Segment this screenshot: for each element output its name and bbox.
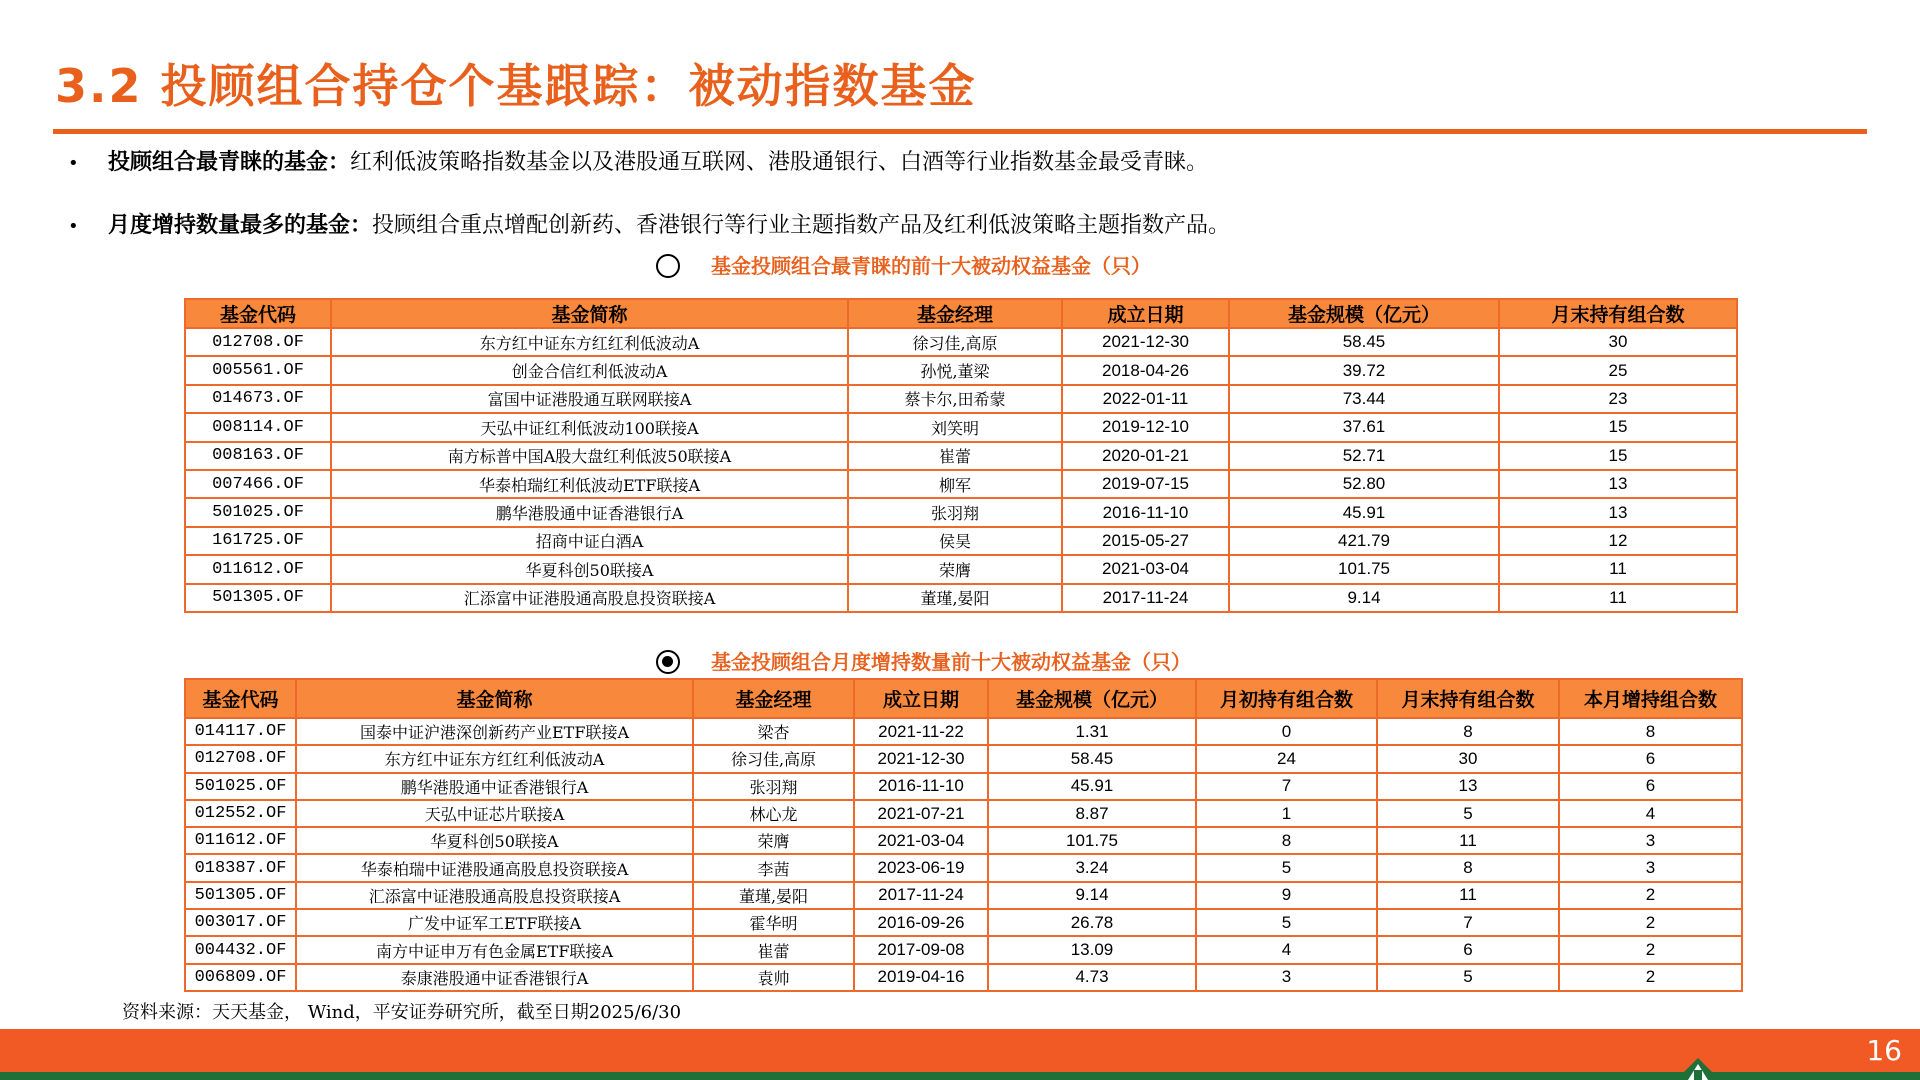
table-cell: 13 [1499,498,1737,526]
table-cell: 5 [1196,909,1377,936]
table-cell: 富国中证港股通互联网联接A [331,385,848,413]
table-cell: 2023-06-19 [854,854,988,881]
footer-bar [0,1029,1920,1073]
table-cell: 张羽翔 [848,498,1062,526]
table-cell: 45.91 [1229,498,1499,526]
table-row [185,882,1742,909]
page-number: 16 [1866,1034,1902,1067]
table-cell: 汇添富中证港股通高股息投资联接A [296,882,693,909]
col-header-date: 成立日期 [854,679,988,718]
table-row [185,498,1737,526]
bullet-lead: 投顾组合最青睐的基金： [108,149,351,175]
table-row [185,854,1742,881]
table-cell: 4.73 [988,964,1196,991]
table-cell: 袁帅 [693,964,854,991]
table-cell: 26.78 [988,909,1196,936]
table-cell: 15 [1499,442,1737,470]
table-cell: 4 [1196,936,1377,963]
table-cell: 011612.OF [185,555,331,583]
table-cell: 501305.OF [185,584,331,612]
table-cell: 徐习佳,高原 [848,328,1062,356]
table-cell: 58.45 [1229,328,1499,356]
table-cell: 501025.OF [185,498,331,526]
table-cell: 8 [1377,854,1559,881]
table-cell: 2021-03-04 [854,827,988,854]
col-header-code: 基金代码 [185,679,296,718]
table-cell: 李茜 [693,854,854,881]
table-cell: 华泰柏瑞红利低波动ETF联接A [331,470,848,498]
table-cell: 018387.OF [185,854,296,881]
table-cell: 柳军 [848,470,1062,498]
table-cell: 2018-04-26 [1062,356,1229,384]
table-cell: 37.61 [1229,413,1499,441]
table-cell: 华泰柏瑞中证港股通高股息投资联接A [296,854,693,881]
table-cell: 003017.OF [185,909,296,936]
table-cell: 9.14 [1229,584,1499,612]
table-row [185,773,1742,800]
table-cell: 2021-11-22 [854,718,988,745]
title-divider [53,129,1867,134]
table-cell: 6 [1377,936,1559,963]
table-cell: 008163.OF [185,442,331,470]
table-cell: 13.09 [988,936,1196,963]
table-cell: 5 [1377,964,1559,991]
table-cell: 广发中证军工ETF联接A [296,909,693,936]
bullet-dot-icon: • [68,216,79,237]
table-row [185,827,1742,854]
bullet-text: 投顾组合重点增配创新药、香港银行等行业主题指数产品及红利低波策略主题指数产品。 [372,213,1231,238]
table-cell: 林心龙 [693,800,854,827]
table-cell: 11 [1377,882,1559,909]
table-row [185,555,1737,583]
table-row [185,745,1742,772]
footer-green-line [0,1072,1920,1080]
table-cell: 11 [1499,555,1737,583]
table-cell: 2017-09-08 [854,936,988,963]
table-cell: 2017-11-24 [1062,584,1229,612]
table-header-row [185,299,1737,328]
radio-empty-icon [656,254,680,278]
table-cell: 7 [1196,773,1377,800]
table-cell: 2021-03-04 [1062,555,1229,583]
table2-caption: 基金投顾组合月度增持数量前十大被动权益基金（只） [711,650,1191,674]
table-cell: 天弘中证芯片联接A [296,800,693,827]
col-header-date: 成立日期 [1062,299,1229,328]
table-cell: 9 [1196,882,1377,909]
page-title: 3.2 投顾组合持仓个基跟踪：被动指数基金 [55,59,977,113]
table-cell: 3 [1196,964,1377,991]
table-cell: 2019-04-16 [854,964,988,991]
table-cell: 8 [1377,718,1559,745]
table-cell: 8 [1559,718,1742,745]
col-header-increase: 本月增持组合数 [1559,679,1742,718]
table-cell: 501025.OF [185,773,296,800]
table-cell: 南方中证申万有色金属ETF联接A [296,936,693,963]
table-cell: 孙悦,董梁 [848,356,1062,384]
table-cell: 012552.OF [185,800,296,827]
table-row [185,385,1737,413]
table-cell: 52.80 [1229,470,1499,498]
table-cell: 421.79 [1229,527,1499,555]
table-row [185,800,1742,827]
table-cell: 101.75 [1229,555,1499,583]
table-cell: 蔡卡尔,田希蒙 [848,385,1062,413]
table-cell: 华夏科创50联接A [331,555,848,583]
table-cell: 董瑾,晏阳 [693,882,854,909]
table-cell: 501305.OF [185,882,296,909]
table-cell: 25 [1499,356,1737,384]
table-cell: 11 [1499,584,1737,612]
table-row [185,413,1737,441]
table-cell: 6 [1559,773,1742,800]
table-cell: 30 [1499,328,1737,356]
table-cell: 泰康港股通中证香港银行A [296,964,693,991]
source-note: 资料来源：天天基金， Wind，平安证券研究所，截至日期2025/6/30 [122,1002,682,1023]
table1-caption: 基金投顾组合最青睐的前十大被动权益基金（只） [711,254,1151,278]
table-cell: 张羽翔 [693,773,854,800]
table-cell: 2020-01-21 [1062,442,1229,470]
table-cell: 2021-12-30 [854,745,988,772]
table-cell: 008114.OF [185,413,331,441]
table-row [185,909,1742,936]
table-cell: 8.87 [988,800,1196,827]
bullet-item-favorite [68,147,1208,179]
table-cell: 9.14 [988,882,1196,909]
table-cell: 014117.OF [185,718,296,745]
table-cell: 南方标普中国A股大盘红利低波50联接A [331,442,848,470]
logo-square-shape [1694,1070,1702,1080]
table-cell: 2021-07-21 [854,800,988,827]
table-cell: 3 [1559,854,1742,881]
table-cell: 11 [1377,827,1559,854]
table-cell: 6 [1559,745,1742,772]
table-cell: 刘笑明 [848,413,1062,441]
table-cell: 2022-01-11 [1062,385,1229,413]
table-cell: 5 [1377,800,1559,827]
table-cell: 4 [1559,800,1742,827]
col-header-end-holders: 月末持有组合数 [1377,679,1559,718]
table-cell: 2017-11-24 [854,882,988,909]
table-row [185,964,1742,991]
table-cell: 2 [1559,936,1742,963]
table-cell: 荣膺 [848,555,1062,583]
col-header-start-holders: 月初持有组合数 [1196,679,1377,718]
table-row [185,328,1737,356]
table-cell: 创金合信红利低波动A [331,356,848,384]
table-cell: 董瑾,晏阳 [848,584,1062,612]
table-cell: 5 [1196,854,1377,881]
table-cell: 2015-05-27 [1062,527,1229,555]
col-header-size: 基金规模（亿元） [988,679,1196,718]
table-row [185,584,1737,612]
table-cell: 招商中证白酒A [331,527,848,555]
table-cell: 30 [1377,745,1559,772]
table-cell: 3 [1559,827,1742,854]
col-header-size: 基金规模（亿元） [1229,299,1499,328]
col-header-code: 基金代码 [185,299,331,328]
table-cell: 2 [1559,909,1742,936]
table-cell: 011612.OF [185,827,296,854]
table-cell: 2016-09-26 [854,909,988,936]
table-cell: 1.31 [988,718,1196,745]
table-cell: 鹏华港股通中证香港银行A [331,498,848,526]
table-cell: 012708.OF [185,328,331,356]
table-cell: 15 [1499,413,1737,441]
table-cell: 徐习佳,高原 [693,745,854,772]
table-cell: 崔蕾 [693,936,854,963]
table-cell: 1 [1196,800,1377,827]
table-cell: 2 [1559,964,1742,991]
table-cell: 3.24 [988,854,1196,881]
table-cell: 梁杏 [693,718,854,745]
table-cell: 007466.OF [185,470,331,498]
table-cell: 0 [1196,718,1377,745]
table-cell: 2019-07-15 [1062,470,1229,498]
table-cell: 012708.OF [185,745,296,772]
table-cell: 华夏科创50联接A [296,827,693,854]
table-cell: 004432.OF [185,936,296,963]
table-cell: 2016-11-10 [1062,498,1229,526]
increased-funds-table [184,678,1743,992]
table-header-row [185,679,1742,718]
table-row [185,718,1742,745]
bullet-dot-icon: • [68,153,79,174]
table-cell: 2016-11-10 [854,773,988,800]
table-cell: 23 [1499,385,1737,413]
table-cell: 24 [1196,745,1377,772]
table-cell: 汇添富中证港股通高股息投资联接A [331,584,848,612]
col-header-manager: 基金经理 [848,299,1062,328]
table-cell: 2 [1559,882,1742,909]
table-cell: 8 [1196,827,1377,854]
table-cell: 13 [1377,773,1559,800]
table-cell: 东方红中证东方红红利低波动A [296,745,693,772]
radio-selected-icon [656,650,680,674]
table-cell: 东方红中证东方红红利低波动A [331,328,848,356]
table-row [185,936,1742,963]
table-cell: 12 [1499,527,1737,555]
table-cell: 13 [1499,470,1737,498]
table-cell: 005561.OF [185,356,331,384]
table-cell: 161725.OF [185,527,331,555]
table-cell: 崔蕾 [848,442,1062,470]
col-header-manager: 基金经理 [693,679,854,718]
col-header-name: 基金简称 [296,679,693,718]
table-row [185,356,1737,384]
table-cell: 006809.OF [185,964,296,991]
table-cell: 39.72 [1229,356,1499,384]
favorite-funds-table [184,298,1738,613]
table-row [185,442,1737,470]
table-cell: 7 [1377,909,1559,936]
table-cell: 荣膺 [693,827,854,854]
table-cell: 2019-12-10 [1062,413,1229,441]
table-cell: 014673.OF [185,385,331,413]
table-cell: 101.75 [988,827,1196,854]
col-header-name: 基金简称 [331,299,848,328]
table-row [185,527,1737,555]
bullet-text: 红利低波策略指数基金以及港股通互联网、港股通银行、白酒等行业指数基金最受青睐。 [350,150,1209,175]
bullet-item-increase [68,210,1230,242]
table-cell: 国泰中证沪港深创新药产业ETF联接A [296,718,693,745]
col-header-holders: 月末持有组合数 [1499,299,1737,328]
table-cell: 侯昊 [848,527,1062,555]
table-cell: 天弘中证红利低波动100联接A [331,413,848,441]
bullet-lead: 月度增持数量最多的基金： [108,212,373,238]
table-cell: 58.45 [988,745,1196,772]
table-row [185,470,1737,498]
table-cell: 2021-12-30 [1062,328,1229,356]
table-cell: 73.44 [1229,385,1499,413]
table-cell: 霍华明 [693,909,854,936]
table-cell: 鹏华港股通中证香港银行A [296,773,693,800]
table-cell: 52.71 [1229,442,1499,470]
table-cell: 45.91 [988,773,1196,800]
